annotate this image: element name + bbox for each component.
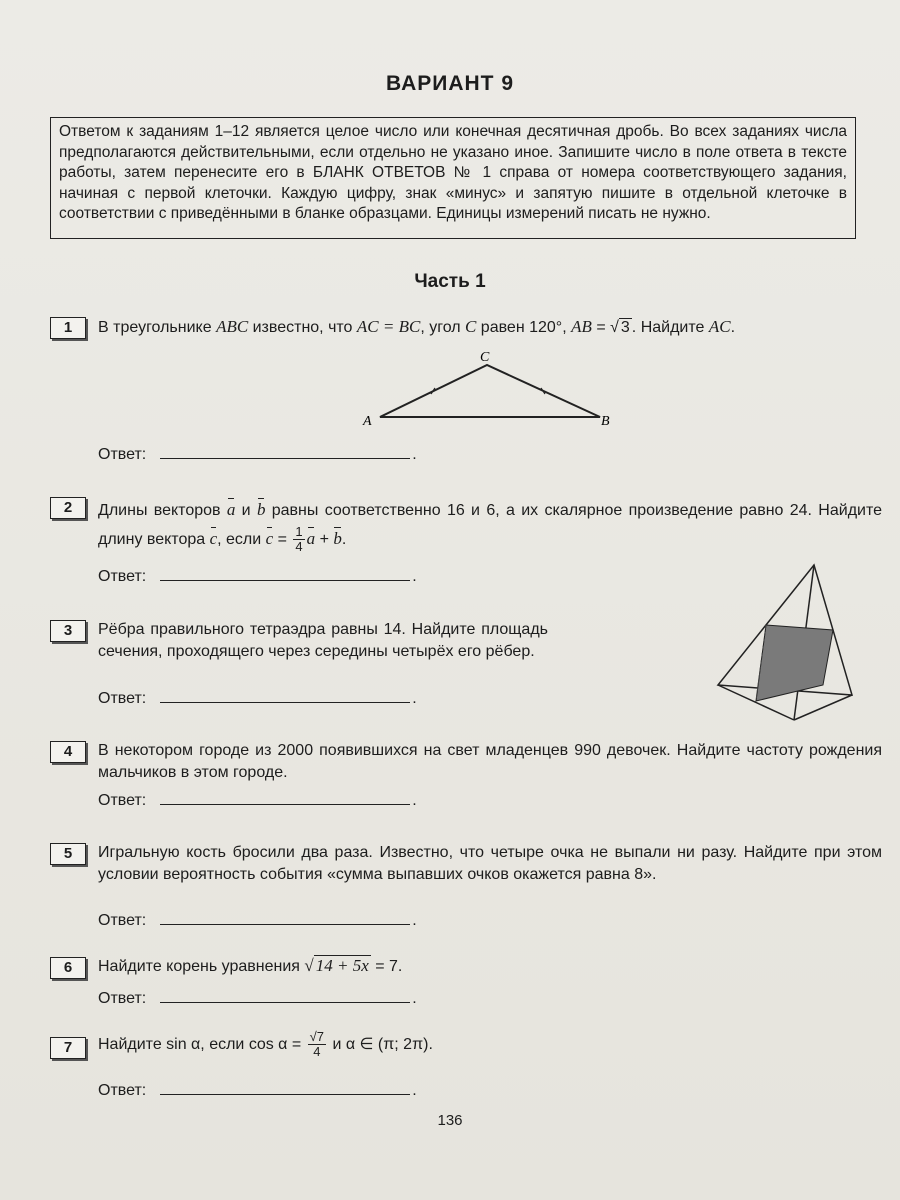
text: Найдите sin α, если cos α = [98, 1036, 306, 1053]
part-heading: Часть 1 [414, 271, 486, 292]
text: известно, что [248, 319, 357, 336]
vector-c: c [210, 525, 218, 553]
text: + [315, 531, 334, 548]
answer-label: Ответ: [98, 690, 147, 707]
task-number-2: 2 [50, 497, 86, 519]
answer-label: Ответ: [98, 990, 147, 1007]
triangle [380, 365, 600, 417]
vertex-label-c: C [480, 350, 490, 365]
task-number-1: 1 [50, 317, 86, 339]
page-number: 136 [437, 1112, 463, 1129]
text: AC [708, 317, 731, 336]
answer-label: Ответ: [98, 1082, 147, 1099]
text: 14 + 5x [315, 956, 369, 975]
answer-label: Ответ: [98, 792, 147, 809]
answer-label: Ответ: [98, 446, 147, 463]
task-1-text [98, 316, 882, 339]
answer-field[interactable] [160, 1080, 410, 1095]
vertex-label-b: B [601, 414, 610, 429]
text: AC = BC [356, 317, 421, 336]
task-6-text [98, 955, 882, 978]
answer-6: Ответ: . [98, 990, 417, 1007]
vector-a: a [227, 496, 236, 524]
answer-label: Ответ: [98, 568, 147, 585]
text: AB [571, 317, 592, 336]
answer-field[interactable] [160, 688, 410, 703]
answer-field[interactable] [160, 910, 410, 925]
answer-4: Ответ: . [98, 792, 417, 809]
tetrahedron-figure [668, 545, 868, 730]
answer-field[interactable] [160, 566, 410, 581]
variant-title: ВАРИАНТ 9 [385, 72, 515, 95]
text: = 7. [370, 958, 403, 975]
task-7-text [98, 1030, 882, 1060]
answer-field[interactable] [160, 790, 410, 805]
text: Найдите корень уравнения [98, 958, 305, 975]
text: . Найдите [631, 319, 709, 336]
text: и [235, 502, 257, 519]
answer-field[interactable] [160, 444, 410, 459]
sqrt-expression: √ 14 + 5x [304, 956, 369, 975]
answer-2: Ответ: . [98, 568, 417, 585]
text: равны соответственно 16 и 6, а их скалярное произведение равно 24. Найдите длину вектора [98, 502, 883, 548]
task-number-5: 5 [50, 843, 86, 865]
vertex-label-a: A [363, 414, 372, 429]
task-5-text: Игральную кость бросили два раза. Известно, что четыре очка не выпали ни разу. Найдите при этом условии вероятность события «сумма выпавших очков окажется равна 8». [98, 844, 882, 883]
task-number-3: 3 [50, 620, 86, 642]
fraction-sqrt7-over-4 [308, 1030, 326, 1059]
text: Длины векторов [98, 502, 227, 519]
text: В треугольнике [98, 319, 217, 336]
answer-7: Ответ: . [98, 1082, 417, 1099]
text: = [273, 531, 292, 548]
text: √7 [309, 1029, 325, 1045]
task-number-7: 7 [50, 1037, 86, 1059]
task-3-text: Рёбра правильного тетраэдра равны 14. Найдите площадь сечения, проходящего через середины четырёх его рёбер. [98, 621, 548, 660]
text: = [591, 319, 611, 336]
text: 3 [620, 319, 630, 336]
text: C [465, 317, 477, 336]
vector-a: a [307, 525, 316, 553]
task-4-text: В некотором городе из 2000 появившихся на свет младенцев 990 девочек. Найдите частоту рождения мальчиков в этом городе. [98, 742, 882, 781]
instructions-box: Ответом к заданиям 1–12 является целое число или конечная десятичная дробь. Во всех заданиях числа предполагаются действительными, если отдельно не указано иное. Запишите число в поле ответа в тексте работы, затем перенесите его в БЛАНК ОТВЕТОВ № 1 справа от номера соответствующего задания, начиная с первой клеточки. Каждую цифру, знак «минус» и запятую пишите в отдельной клеточке в соответствии с приведёнными в бланке образцами. Единицы измерений писать не нужно. [50, 117, 856, 239]
tetra-edge [794, 695, 852, 720]
text: равен 120°, [476, 319, 572, 336]
task-number-4: 4 [50, 741, 86, 763]
answer-1: Ответ: . [98, 446, 417, 463]
vector-b: b [333, 525, 342, 553]
text: . [730, 319, 736, 336]
answer-label: Ответ: [98, 912, 147, 929]
answer-field[interactable] [160, 988, 410, 1003]
text: . [341, 531, 347, 548]
vector-c: c [266, 525, 274, 553]
text: и α ∈ (π; 2π). [328, 1036, 433, 1053]
vector-b: b [257, 496, 266, 524]
task-number-6: 6 [50, 957, 86, 979]
text: 4 [295, 539, 303, 555]
triangle-figure [355, 345, 630, 430]
sqrt-3: √ 3 [610, 319, 630, 336]
text: , если [217, 531, 266, 548]
text: 4 [313, 1044, 321, 1060]
answer-5: Ответ: . [98, 912, 417, 929]
text: , угол [420, 319, 466, 336]
text: 1 [295, 524, 303, 540]
answer-3: Ответ: . [98, 690, 417, 707]
cross-section [756, 625, 833, 701]
fraction-quarter [293, 525, 304, 554]
text: ABC [216, 317, 249, 336]
